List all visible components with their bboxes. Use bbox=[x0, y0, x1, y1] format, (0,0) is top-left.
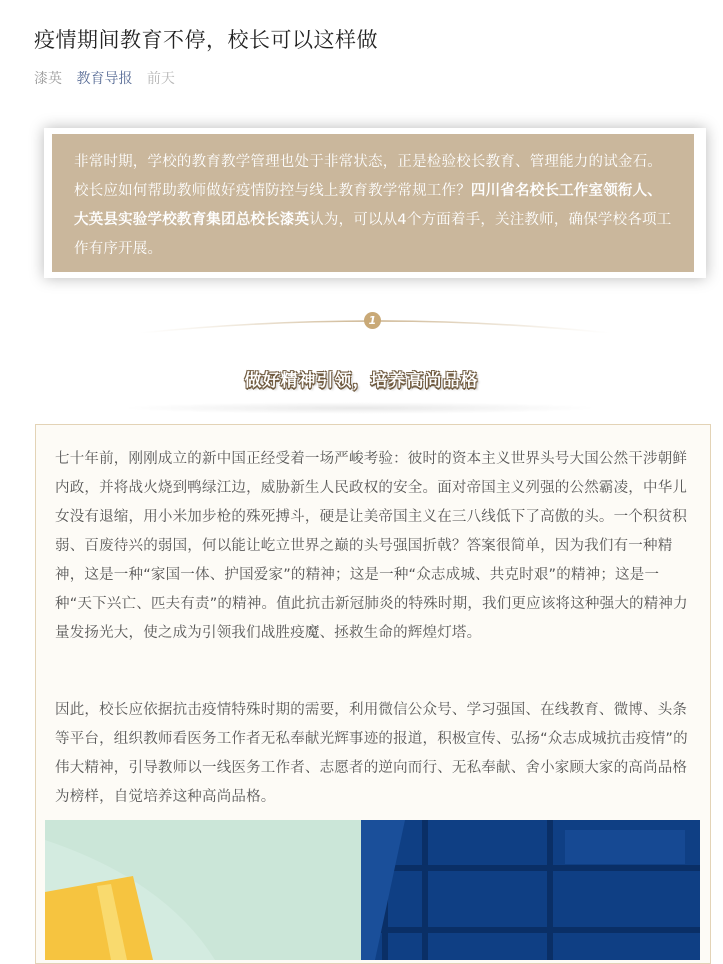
intro-text-part-2: 认为，可以从4个方面着手，关注教师，确保学校各项工作有序开展。 bbox=[74, 212, 672, 257]
article-meta bbox=[34, 68, 175, 88]
article-illustration bbox=[45, 820, 700, 960]
intro-text bbox=[74, 148, 674, 264]
section-number-badge: 1 bbox=[364, 312, 381, 329]
section-heading: 做好精神引领，培养高尚品格 bbox=[244, 371, 479, 391]
source-link[interactable]: 教育导报 bbox=[76, 71, 133, 87]
intro-text-part-1: 非常时期，学校的教育教学管理也处于非常状态，正是检验校长教育、管理能力的试金石。校长应如何帮助教师做好疫情防控与线上教育教学常规工作？ bbox=[74, 154, 662, 199]
heading-shadow bbox=[120, 402, 600, 414]
intro-box bbox=[52, 134, 694, 272]
publish-time: 前天 bbox=[146, 71, 175, 87]
intro-highlight: 四川省名校长工作室领衔人、大英县实验学校教育集团总校长漆英 bbox=[74, 183, 663, 228]
content-paragraph: 因此，校长应依据抗击疫情特殊时期的需要，利用微信公众号、学习强国、在线教育、微博、头条等平台，组织教师看医务工作者无私奉献光辉事迹的报道，积极宣传、弘扬“众志成城抗击疫情”的伟大精神，引导教师以一线医务工作者、志愿者的逆向而行、无私奉献、舍小家顾大家的高尚品格为榜样，自觉培养这种高尚品格。 bbox=[55, 702, 688, 805]
author-name: 漆英 bbox=[34, 71, 62, 87]
article-title: 疫情期间教育不停，校长可以这样做 bbox=[34, 28, 378, 52]
content-paragraph: 七十年前，刚刚成立的新中国正经受着一场严峻考验：彼时的资本主义世界头号大国公然干涉朝鲜内政，并将战火烧到鸭绿江边，威胁新生人民政权的安全。面对帝国主义列强的公然霸凌，中华儿女没有退缩，用小米加步枪的殊死搏斗，硬是让美帝国主义在三八线低下了高傲的头。一个积贫积弱、百废待兴的弱国，何以能让屹立世界之巅的头号强国折戟？答案很简单，因为我们有一种精神，这是一种“家国一体、护国爱家”的精神；这是一种“众志成城、共克时艰”的精神；这是一种“天下兴亡、匹夫有责”的精神。值此抗击新冠肺炎的特殊时期，我们更应该将这种强大的精神力量发扬光大，使之成为引领我们战胜疫魔、拯救生命的辉煌灯塔。 bbox=[55, 451, 688, 641]
